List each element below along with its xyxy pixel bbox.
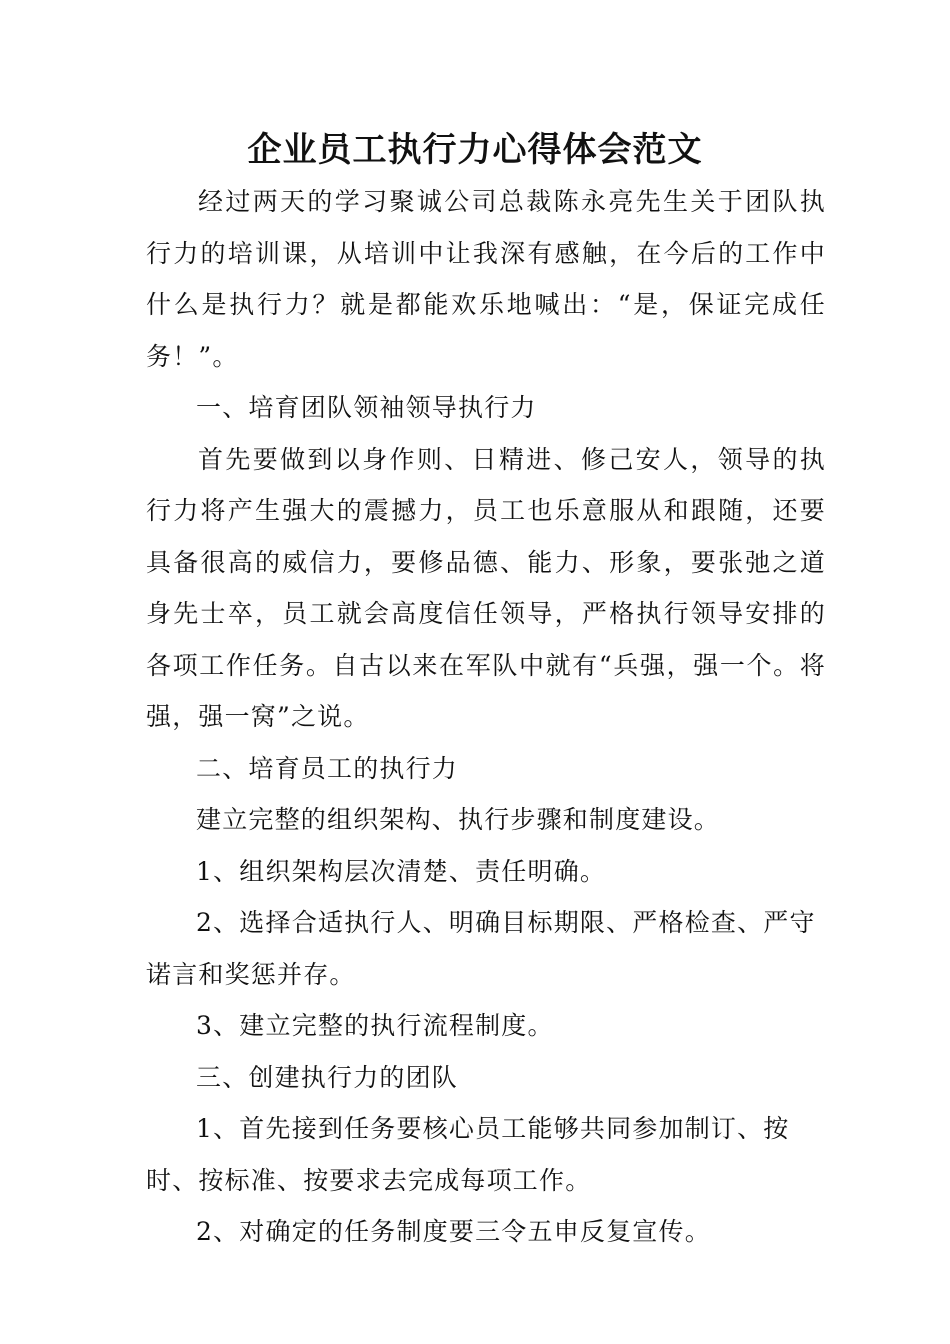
section-2-item-1: 1、组织架构层次清楚、责任明确。 [196,856,607,886]
section-2-lead: 建立完整的组织架构、执行步骤和制度建设。 [196,805,721,834]
section-3-item-1: 1、首先接到任务要核心员工能够共同参加制订、按时、按标准、按要求去完成每项工作。 [146,1114,790,1195]
section-2-item-2: 2、选择合适执行人、明确目标期限、严格检查、严守诺言和奖惩并存。 [146,908,816,989]
section-2-item-3: 3、建立完整的执行流程制度。 [196,1011,554,1040]
section-heading-3: 三、创建执行力的团队 [196,1062,459,1092]
section-heading-2: 二、培育员工的执行力 [196,753,459,783]
intro-paragraph: 经过两天的学习聚诚公司总裁陈永亮先生关于团队执行力的培训课，从培训中让我深有感触，在今后的工作中什么是执行力？就是都能欢乐地喊出：“是，保证完成任务！”。 [146,187,826,371]
section-3-item-2: 2、对确定的任务制度要三令五申反复宣传。 [196,1217,711,1246]
document-title: 企业员工执行力心得体会范文 [247,130,703,170]
document-body [146,176,826,1258]
section-1-paragraph: 首先要做到以身作则、日精进、修己安人，领导的执行力将产生强大的震撼力，员工也乐意服从和跟随，还要具备很高的威信力，要修品德、能力、形象，要张弛之道身先士卒，员工就会高度信任领导，严格执行领导安排的各项工作任务。自古以来在军队中就有“兵强，强一个。将强，强一窝”之说。 [146,444,826,731]
section-heading-1: 一、培育团队领袖领导执行力 [196,393,537,422]
